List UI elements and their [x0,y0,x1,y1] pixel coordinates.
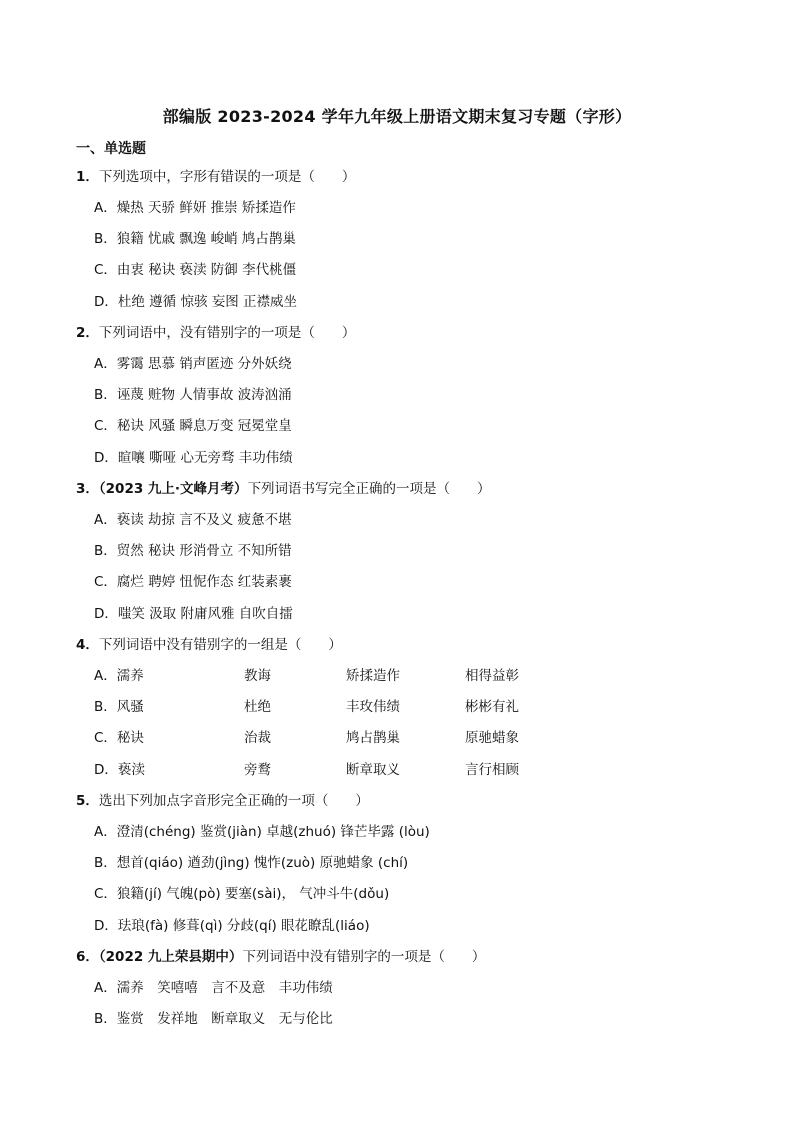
option-3d: D．嗤笑 汲取 附庸风雅 自吹自擂 [94,606,293,622]
option-4c-col3: 鸠占鹊巢 [346,730,400,746]
question-source: （2023 九上·文峰月考） [98,481,248,497]
option-4d-col1: D．亵渎 [94,762,145,778]
question-text: 下列词语中没有错别字的一项是（ ） [242,949,486,965]
section-heading: 一、单选题 [76,141,146,157]
question-2 [76,321,355,341]
option-1b: B．狼籍 忧戚 飘逸 峻峭 鸠占鹊巢 [94,231,296,247]
question-number: 1． [76,169,99,185]
option-2b: B．诬蔑 赃物 人情事故 波涛汹涌 [94,387,292,403]
option-4a-col1: A．濡养 [94,668,144,684]
question-3 [76,477,491,497]
question-source: （2022 九上荣县期中） [98,949,243,965]
question-number: 3． [76,481,99,497]
question-text: 下列选项中，字形有错误的一项是（ ） [98,169,356,185]
option-3a: A．亵读 劫掠 言不及义 疲惫不堪 [94,512,292,528]
question-number: 6． [76,949,99,965]
question-6 [76,945,485,965]
option-4d-col2: 旁鹜 [244,762,271,778]
option-4d-col4: 言行相顾 [465,762,519,778]
option-4b-col4: 彬彬有礼 [465,699,519,715]
question-text: 下列词语中没有错别字的一组是（ ） [98,637,342,653]
option-4b-col3: 丰玫伟绩 [346,699,400,715]
option-6a: A．濡养 笑嘻嘻 言不及意 丰功伟绩 [94,980,333,996]
option-4c-col1: C．秘诀 [94,730,144,746]
option-3c: C．腐烂 聘婷 忸怩作态 红装素裹 [94,574,292,590]
option-4c-col4: 原驰蜡象 [465,730,519,746]
option-1c: C．由衷 秘诀 亵渎 防御 李代桃僵 [94,262,297,278]
option-1d: D．杜绝 遵循 惊骇 妄图 正襟威坐 [94,294,298,310]
option-6b: B．鉴赏 发祥地 断章取义 无与伦比 [94,1011,333,1027]
question-text: 下列词语中，没有错别字的一项是（ ） [98,325,356,341]
option-3b: B．贸然 秘诀 形消骨立 不知所错 [94,543,292,559]
option-2a: A．雾霭 思慕 销声匿迹 分外妖绕 [94,356,292,372]
document-title: 部编版 2023-2024 学年九年级上册语文期末复习专题（字形） [162,107,632,126]
option-4b-col2: 杜绝 [244,699,271,715]
option-1a: A．燥热 天骄 鲜妍 推崇 矫揉造作 [94,200,296,216]
question-number: 4． [76,637,99,653]
question-text: 选出下列加点字音形完全正确的一项（ ） [98,793,369,809]
option-4a-col3: 矫揉造作 [346,668,400,684]
option-4d-col3: 断章取义 [346,762,400,778]
question-5 [76,789,369,809]
option-4a-col2: 教诲 [244,668,271,684]
option-5d: D．珐琅(fà) 修葺(qì) 分歧(qí) 眼花瞭乱(liáo) [94,918,370,934]
option-2c: C．秘诀 风骚 瞬息万变 冠冕堂皇 [94,418,292,434]
option-5c: C．狼籍(jí) 气魄(pò) 要塞(sài)， 气冲斗牛(dǒu) [94,886,390,902]
option-4c-col2: 治裁 [244,730,271,746]
option-2d: D．暄嚷 嘶哑 心无旁骛 丰功伟绩 [94,450,293,466]
option-5b: B．想首(qiáo) 遒劲(jìng) 愧怍(zuò) 原驰蜡象 (chí) [94,855,409,871]
question-text: 下列词语书写完全正确的一项是（ ） [247,481,491,497]
question-number: 2． [76,325,99,341]
option-4a-col4: 相得益彰 [465,668,519,684]
option-5a: A．澄清(chéng) 鉴赏(jiàn) 卓越(zhuó) 锋芒毕露 (lòu) [94,824,430,840]
question-4 [76,633,342,653]
question-number: 5． [76,793,99,809]
option-4b-col1: B．风骚 [94,699,144,715]
question-1 [76,165,355,185]
